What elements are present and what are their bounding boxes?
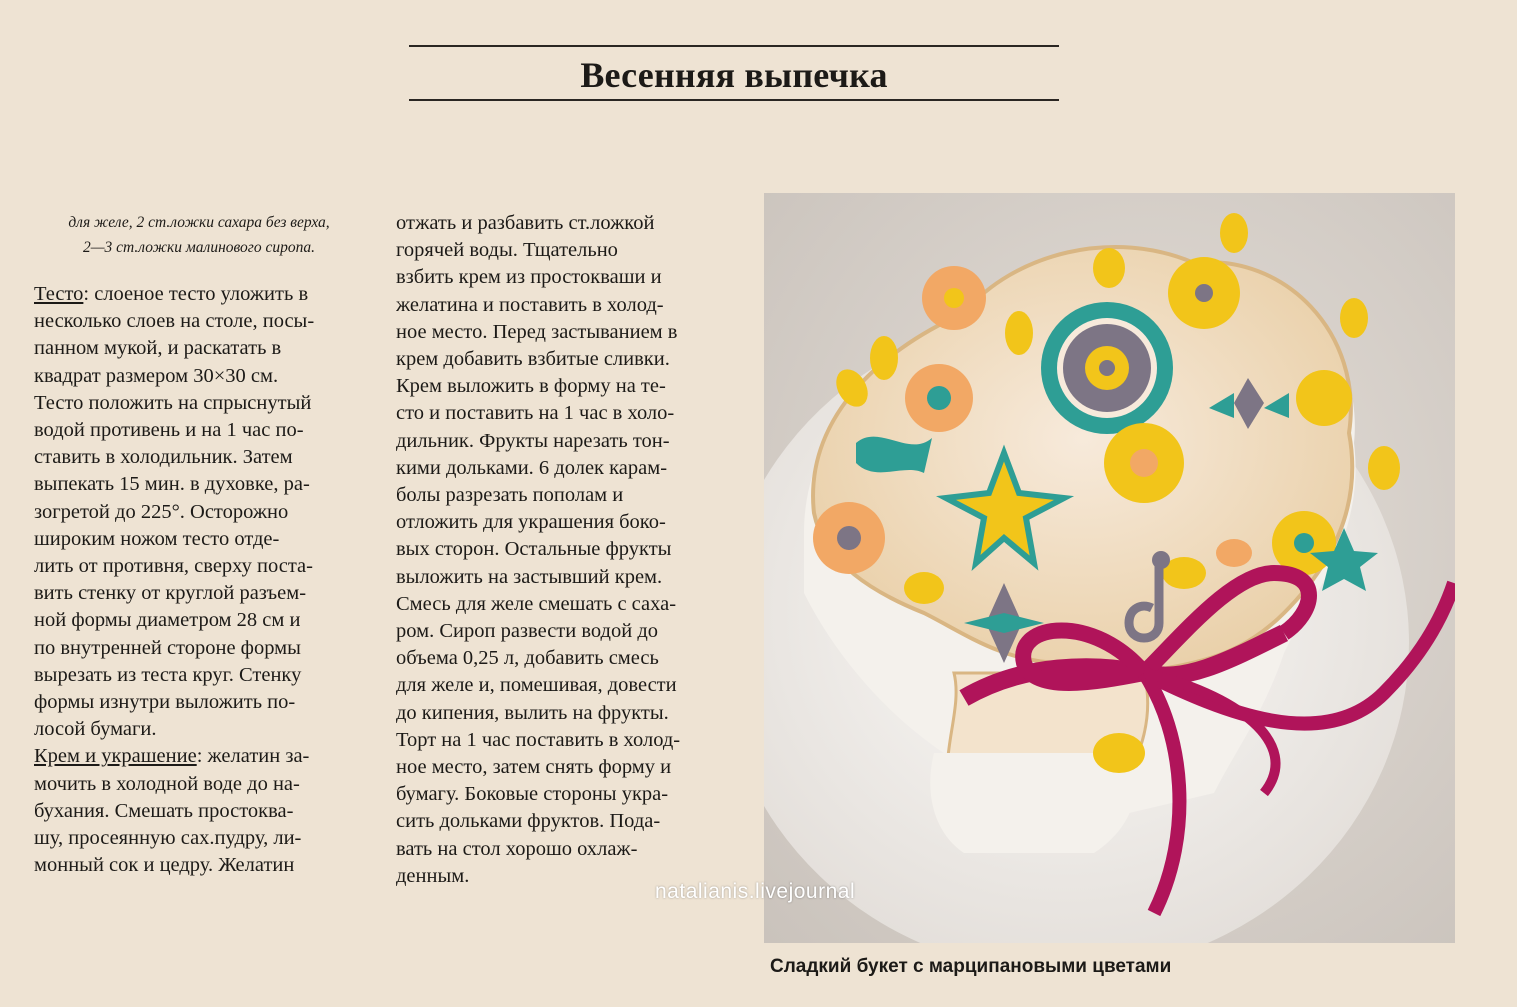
dough-instructions: [34, 281, 364, 743]
text-line: бухания. Смешать простоква-: [34, 799, 294, 822]
text-line: крем добавить взбитые сливки.: [396, 348, 670, 371]
text-line: выпекать 15 мин. в духовке, ра-: [34, 473, 310, 496]
text-line: формы изнутри выложить по-: [34, 691, 296, 714]
text-line: Крем выложить в форму на те-: [396, 375, 666, 398]
text-line: по внутренней стороне формы: [34, 636, 301, 659]
text-line: [34, 281, 364, 308]
text-line: вать на стол хорошо охлаж-: [396, 837, 638, 860]
header-rule-top: [409, 45, 1059, 47]
section-label: Крем и украшение: [34, 745, 197, 768]
cake-photo: [764, 193, 1455, 943]
text-line: болы разрезать пополам и: [396, 484, 624, 507]
page-header: [409, 45, 1059, 101]
watermark: natalianis.livejournal: [655, 880, 856, 903]
text-line: лить от противня, сверху поста-: [34, 555, 313, 578]
text-line: вырезать из теста круг. Стенку: [34, 663, 302, 686]
header-rule-bottom: [409, 99, 1059, 101]
text-line: кими дольками. 6 долек карам-: [396, 456, 668, 479]
text-line-rest: : слоеное тесто уложить в: [83, 283, 309, 305]
text-line: мочить в холодной воде до на-: [34, 772, 300, 795]
text-line: взбить крем из простокваши и: [396, 266, 662, 289]
photo-caption: Сладкий букет с марципановыми цветами: [770, 956, 1172, 977]
recipe-column-2: [396, 210, 730, 890]
text-line: сто и поставить на 1 час в холо-: [396, 402, 675, 425]
ingredients-continuation: [34, 210, 364, 260]
cake-illustration: [764, 193, 1455, 943]
text-line: ром. Сироп развести водой до: [396, 620, 658, 643]
text-line-rest: : желатин за-: [196, 745, 310, 768]
cream-instructions: [34, 743, 364, 879]
text-line: объема 0,25 л, добавить смесь: [396, 647, 659, 670]
text-line: денным.: [396, 864, 470, 887]
text-line: лосой бумаги.: [34, 718, 157, 741]
ingredient-line: 2—3 ст.ложки малинового сиропа.: [83, 239, 315, 256]
text-line: желатина и поставить в холод-: [396, 293, 664, 316]
text-line: бумагу. Боковые стороны укра-: [396, 783, 669, 806]
text-line: шу, просеянную сах.пудру, ли-: [34, 827, 302, 850]
text-line: дильник. Фрукты нарезать тон-: [396, 429, 670, 452]
text-line: монный сок и цедру. Желатин: [34, 854, 295, 877]
text-line: Тесто положить на спрыснутый: [34, 391, 312, 414]
text-line: ное место, затем снять форму и: [396, 756, 672, 779]
text-line: ной формы диаметром 28 см и: [34, 609, 301, 632]
text-line: [34, 743, 364, 770]
ingredient-line: для желе, 2 ст.ложки сахара без верха,: [68, 214, 330, 231]
text-line: зогретой до 225°. Осторожно: [34, 500, 289, 523]
text-line: водой противень и на 1 час по-: [34, 419, 304, 442]
text-line: ставить в холодильник. Затем: [34, 446, 293, 469]
text-line: для желе и, помешивая, довести: [396, 674, 677, 697]
text-line: отложить для украшения боко-: [396, 511, 666, 534]
recipe-column-1: [34, 210, 364, 879]
text-line: горячей воды. Тщательно: [396, 239, 618, 262]
text-line: Торт на 1 час поставить в холод-: [396, 728, 681, 751]
text-line: вить стенку от круглой разъем-: [34, 582, 307, 605]
text-line: Смесь для желе смешать с саха-: [396, 592, 677, 615]
text-line: сить дольками фруктов. Пода-: [396, 810, 661, 833]
text-line: широким ножом тесто отде-: [34, 527, 280, 550]
text-line: вых сторон. Остальные фрукты: [396, 538, 672, 561]
text-line: отжать и разбавить ст.ложкой: [396, 212, 655, 234]
text-line: несколько слоев на столе, посы-: [34, 310, 315, 333]
text-line: квадрат размером 30×30 см.: [34, 364, 279, 387]
text-line: ное место. Перед застыванием в: [396, 320, 678, 343]
text-line: до кипения, вылить на фрукты.: [396, 701, 669, 724]
text-line: панном мукой, и раскатать в: [34, 337, 282, 360]
text-line: выложить на застывший крем.: [396, 565, 663, 588]
page-title: Весенняя выпечка: [580, 55, 888, 95]
section-label: Тесто: [34, 283, 84, 305]
